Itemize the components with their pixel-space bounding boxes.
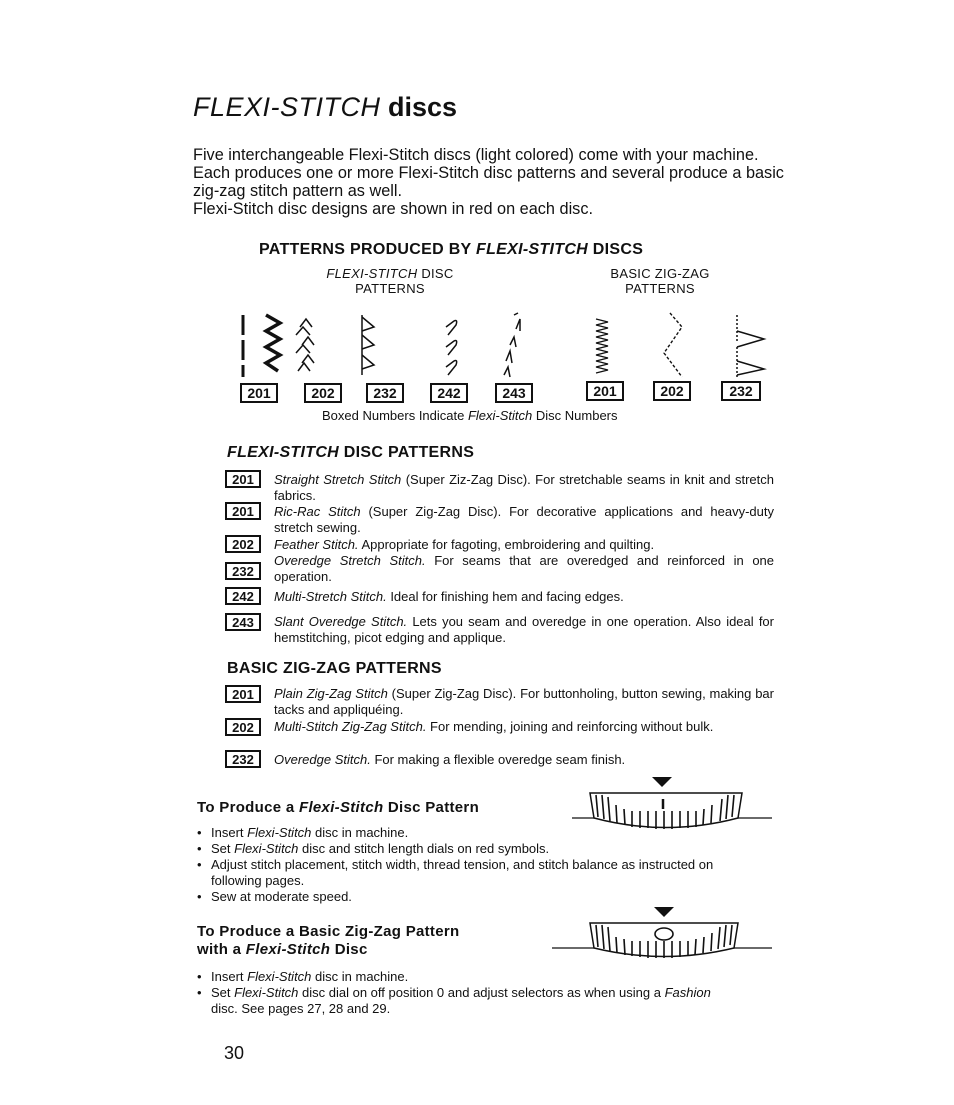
pattern-entry: Feather Stitch. Appropriate for fagoting, embroidering and quilting. [274,537,655,552]
ric-rac-stitch-icon [266,315,280,371]
pattern-entry: Plain Zig-Zag Stitch (Super Zig-Zag Disc). For buttonholing, button sewing, making bar tacks and appliquéing. [274,686,774,717]
caption: Boxed Numbers Indicate Flexi-Stitch Disc Numbers [322,408,618,423]
list-item: • Set Flexi-Stitch disc and stitch length dials on red symbols. [197,841,717,857]
intro-paragraph: Five interchangeable Flexi-Stitch discs (light colored) come with your machine. Each produces one or more Flexi-Stitch disc patterns and several produce a basic zig-zag stitch pattern as well. Flexi-Stitch disc designs are shown in red on each disc. [193,146,784,218]
disc-number-box: 232 [225,750,261,768]
produce-flexi-heading: To Produce a Flexi-Stitch Disc Pattern [197,799,480,816]
zigzag-column-label: BASIC ZIG-ZAG PATTERNS [610,266,710,296]
pattern-entry: Multi-Stitch Zig-Zag Stitch. For mending, joining and reinforcing without bulk. [274,719,714,734]
disc-number-box: 202 [653,381,691,401]
disc-number-box: 242 [430,383,468,403]
multi-stitch-zigzag-icon [664,313,682,377]
produce-flexi-steps [197,825,717,905]
basic-patterns-heading: BASIC ZIG-ZAG PATTERNS [227,660,442,677]
feather-stitch-icon [296,319,314,371]
disc-number-box: 242 [225,587,261,605]
list-item: • Insert Flexi-Stitch disc in machine. [197,825,717,841]
disc-number-box: 232 [721,381,761,401]
disc-number-box: 201 [240,383,278,403]
pattern-entry: Slant Overedge Stitch. Lets you seam and overedge in one operation. Also ideal for hemstitching, picot edging and applique. [274,614,774,645]
flexi-column-label: FLEXI-STITCH DISC PATTERNS [326,266,454,296]
pattern-entry: Straight Stretch Stitch (Super Ziz-Zag Disc). For stretchable seams in knit and stretch fabrics. [274,472,774,503]
disc-number-box: 243 [495,383,533,403]
plain-zigzag-stitch-icon [596,319,608,373]
disc-dial-zigzag-icon [552,903,772,963]
disc-patterns-heading: FLEXI-STITCH DISC PATTERNS [227,444,475,461]
page-title: FLEXI-STITCH discs [193,92,458,122]
disc-number-box: 201 [225,470,261,488]
page-number: 30 [224,1043,245,1063]
produce-zigzag-heading: To Produce a Basic Zig-Zag Pattern with a Flexi-Stitch Disc [197,923,460,958]
disc-number-box: 202 [225,718,261,736]
pattern-entry: Overedge Stitch. For making a flexible overedge seam finish. [274,752,626,767]
pattern-entry: Ric-Rac Stitch (Super Zig-Zag Disc). For decorative applications and heavy-duty stretch sewing. [274,504,774,535]
list-item: • Adjust stitch placement, stitch width, thread tension, and stitch balance as instructed on following pages. [197,857,717,889]
disc-number-box: 243 [225,613,261,631]
disc-number-box: 201 [225,685,261,703]
overedge-stretch-stitch-icon [362,315,374,375]
disc-number-box: 232 [225,562,261,580]
overedge-stitch-icon [737,315,764,377]
list-item: • Set Flexi-Stitch disc dial on off position 0 and adjust selectors as when using a Fashion disc. See pages 27, 28 and 29. [197,985,717,1017]
disc-number-box: 201 [225,502,261,520]
multi-stretch-stitch-icon [446,321,457,376]
slant-overedge-stitch-icon [504,313,520,377]
pattern-entry: Multi-Stretch Stitch. Ideal for finishing hem and facing edges. [274,589,624,604]
patterns-heading: PATTERNS PRODUCED BY FLEXI-STITCH DISCS [259,241,644,258]
disc-number-box: 201 [586,381,624,401]
list-item: • Insert Flexi-Stitch disc in machine. [197,969,717,985]
disc-number-box: 202 [304,383,342,403]
pattern-entry: Overedge Stretch Stitch. For seams that are overedged and reinforced in one operation. [274,553,775,584]
disc-number-box: 202 [225,535,261,553]
list-item: • Sew at moderate speed. [197,889,717,905]
disc-number-box: 232 [366,383,404,403]
produce-zigzag-steps [197,969,717,1017]
stitch-illustrations [0,305,954,405]
